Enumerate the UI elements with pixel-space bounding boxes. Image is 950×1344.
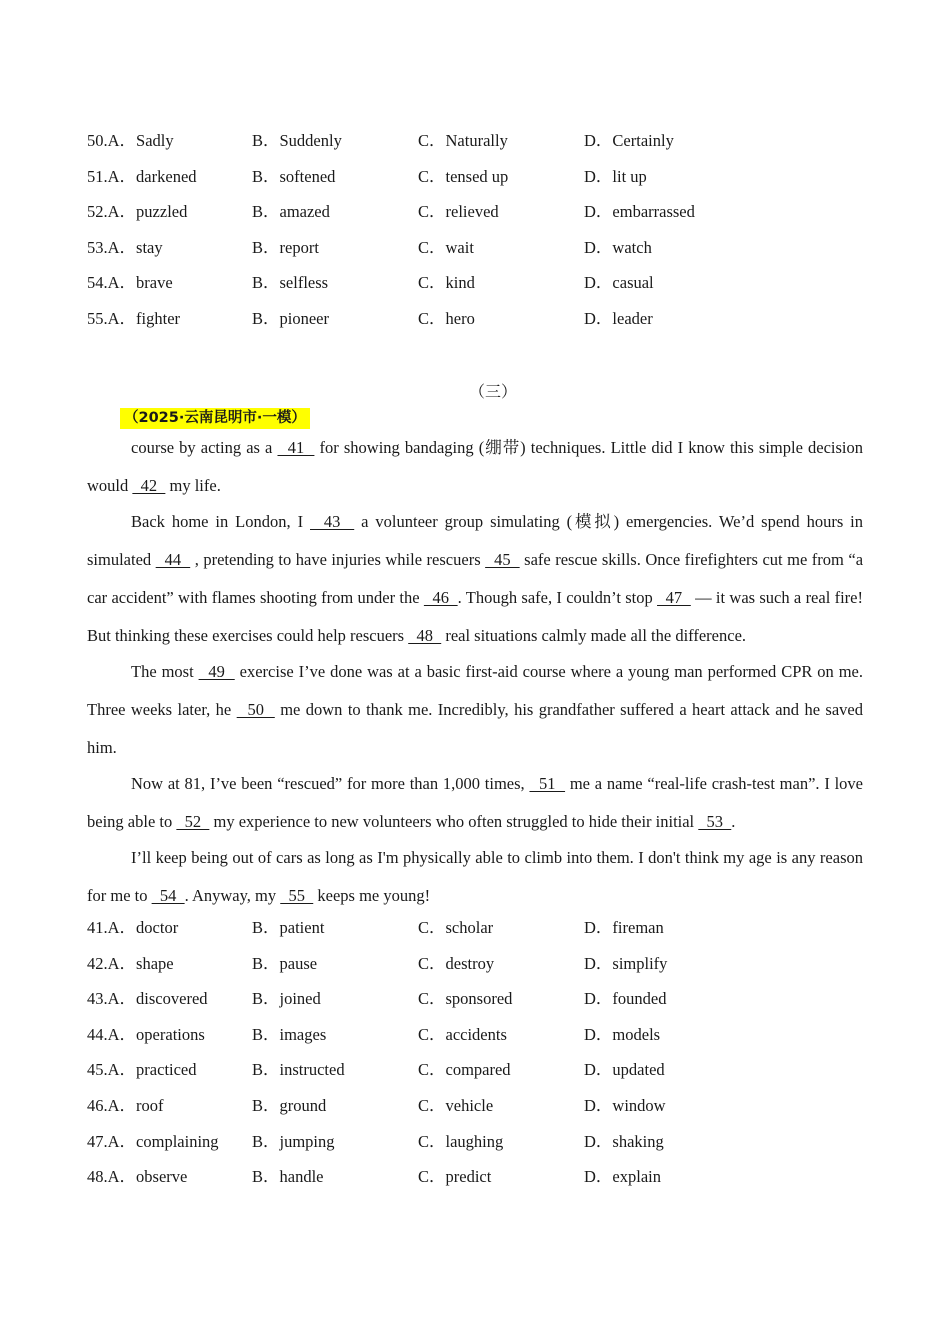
blank-45: 45 (485, 550, 520, 569)
option-a: 45.A．practiced (87, 1060, 197, 1080)
blank-53: 53 (698, 812, 732, 831)
option-d: D．updated (584, 1060, 665, 1080)
section-title: （三） (468, 384, 517, 401)
option-row-54 (87, 273, 867, 309)
paragraph-5: I’ll keep being out of cars as long as I'm physically able to climb into them. I don't think my age is any reason for me to 54 . Anyway, my 55 keeps me young! (87, 848, 863, 905)
option-d: D．leader (584, 308, 653, 328)
option-b: B．instructed (252, 1060, 345, 1080)
blank-47: 47 (657, 588, 691, 607)
blank-51: 51 (529, 774, 566, 793)
option-d: D．explain (584, 1167, 661, 1187)
option-row-41 (87, 918, 867, 954)
option-d: D．casual (584, 273, 654, 293)
option-b: B．softened (252, 166, 336, 186)
option-c: C．predict (418, 1167, 492, 1187)
option-c: C．wait (418, 237, 474, 257)
blank-46: 46 (423, 588, 458, 607)
option-d: D．models (584, 1024, 661, 1044)
option-row-48 (87, 1167, 867, 1203)
option-a: 44.A．operations (87, 1024, 205, 1044)
option-d: D．lit up (584, 166, 647, 186)
option-b: B．images (252, 1024, 327, 1044)
paragraph-4: Now at 81, I’ve been “rescued” for more than 1,000 times, 51 me a name “real-life crash-test man”. I love being able to 52 my experience to new volunteers who often struggled to hide their initial 53 . (87, 774, 863, 831)
blank-44: 44 (155, 550, 191, 569)
option-b: B．patient (252, 918, 325, 937)
option-b: B．Suddenly (252, 131, 342, 150)
option-row-53 (87, 238, 867, 274)
paragraph-1: course by acting as a 41 for showing bandaging (绷带) techniques. Little did I know this simple decision would 42 my life. (87, 438, 864, 495)
option-a: 46.A．roof (87, 1095, 164, 1115)
option-b: B．handle (252, 1167, 324, 1187)
paragraph-3: The most 49 exercise I’ve done was at a basic first-aid course where a young man performed CPR on me. Three weeks later, he 50 me down to thank me. Incredibly, his grandfather suffered a heart attack and he saved him. (87, 662, 863, 757)
option-d: D．founded (584, 989, 667, 1009)
option-a: 51.A．darkened (87, 166, 197, 186)
option-d: D．fireman (584, 918, 664, 937)
option-c: C．hero (418, 308, 475, 328)
option-b: B．jumping (252, 1131, 335, 1151)
option-d: D．embarrassed (584, 202, 695, 222)
blank-41: 41 (277, 438, 315, 457)
option-b: B．pause (252, 953, 318, 973)
blank-43: 43 (310, 512, 355, 531)
option-c: C．tensed up (418, 166, 509, 186)
option-b: B．joined (252, 989, 321, 1009)
blank-54: 54 (151, 886, 185, 905)
option-c: C．laughing (418, 1131, 504, 1151)
option-c: C．vehicle (418, 1095, 494, 1115)
option-row-43 (87, 989, 867, 1025)
option-d: D．window (584, 1095, 666, 1115)
blank-55: 55 (280, 886, 314, 905)
option-a: 42.A．shape (87, 953, 174, 973)
option-c: C．compared (418, 1060, 511, 1080)
option-a: 54.A．brave (87, 273, 173, 293)
option-a: 43.A．discovered (87, 989, 208, 1009)
option-b: B．ground (252, 1095, 327, 1115)
option-d: D．shaking (584, 1131, 664, 1151)
option-row-50 (87, 131, 867, 167)
option-c: C．scholar (418, 918, 494, 937)
source-tag: （2025·云南昆明市·一模） (120, 408, 310, 429)
option-b: B．pioneer (252, 308, 329, 328)
option-a: 41.A．doctor (87, 918, 179, 937)
option-b: B．amazed (252, 202, 330, 222)
option-row-55 (87, 309, 867, 345)
option-row-51 (87, 167, 867, 203)
option-c: C．sponsored (418, 989, 513, 1009)
option-c: C．destroy (418, 953, 495, 973)
option-row-46 (87, 1096, 867, 1132)
option-d: D．simplify (584, 953, 668, 973)
paragraph-2: Back home in London, I 43 a volunteer group simulating (模拟) emergencies. We’d spend hours in simulated 44 , pretending to have injuries while rescuers 45 safe rescue skills. Once firefighters cut me from “a car accident” with flames shooting from under the 46 . Though safe, I couldn’t stop 47 — it was such a real fire! But thinking these exercises could help rescuers 48 real situations calmly made all the difference. (87, 512, 864, 645)
passage (87, 429, 863, 913)
option-row-52 (87, 202, 867, 238)
option-c: C．Naturally (418, 131, 508, 150)
option-row-47 (87, 1132, 867, 1168)
option-a: 55.A．fighter (87, 308, 181, 328)
blank-52: 52 (176, 812, 210, 831)
option-c: C．accidents (418, 1024, 507, 1044)
option-d: D．watch (584, 237, 652, 257)
option-row-44 (87, 1025, 867, 1061)
blank-50: 50 (236, 700, 275, 719)
option-a: 48.A．observe (87, 1167, 188, 1187)
option-a: 52.A．puzzled (87, 202, 188, 222)
option-b: B．report (252, 237, 319, 257)
option-row-42 (87, 954, 867, 990)
options-list-top (87, 131, 867, 345)
blank-42: 42 (132, 476, 166, 495)
option-a: 50.A．Sadly (87, 131, 174, 150)
blank-48: 48 (408, 626, 442, 645)
option-a: 53.A．stay (87, 237, 163, 257)
option-c: C．relieved (418, 202, 499, 222)
option-d: D．Certainly (584, 131, 674, 150)
option-b: B．selfless (252, 273, 329, 293)
option-a: 47.A．complaining (87, 1131, 219, 1151)
option-row-45 (87, 1060, 867, 1096)
blank-49: 49 (198, 662, 235, 681)
option-c: C．kind (418, 273, 475, 293)
options-list-bottom (87, 918, 867, 1203)
